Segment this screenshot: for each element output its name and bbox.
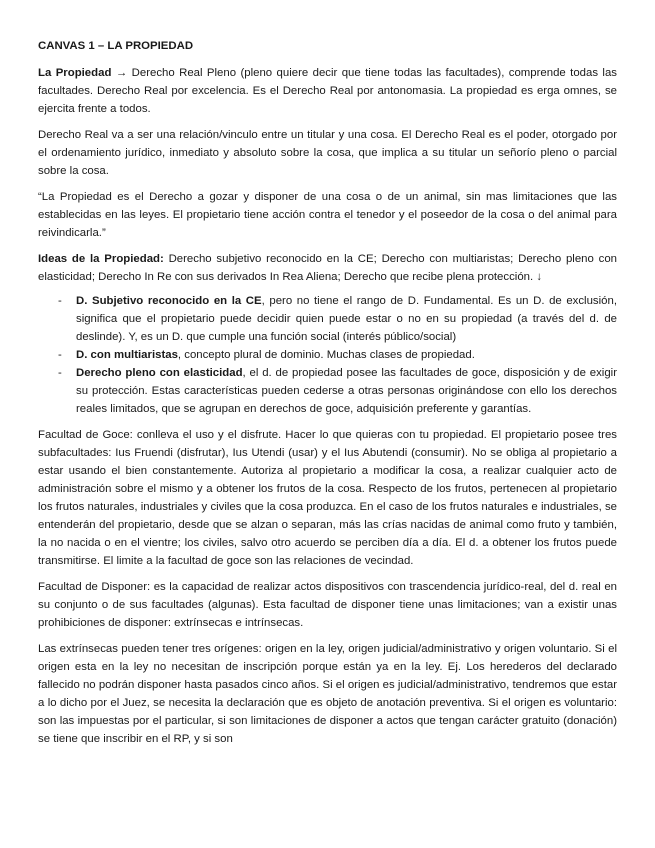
list-item [58, 364, 617, 418]
list-item-text: , el d. de propiedad posee las facultades de goce, disposición y de exigir su protección. Estas características pueden cederse a otras personas originándose con ello los derechos reales limitados, que se agrupan en derechos de goce, adquisición preferente y garantías. [76, 367, 617, 415]
ideas-list [38, 292, 617, 418]
list-item [58, 292, 617, 346]
list-item [58, 346, 617, 364]
intro-text: Derecho Real Pleno (pleno quiere decir que tiene todas las facultades), comprende todas las facultades. Derecho Real por excelencia. Es el Derecho Real por antonomasia. La propiedad es erga omnes, se ejercita frente a todos. [38, 67, 617, 115]
list-item-term: Derecho pleno con elasticidad [76, 367, 243, 379]
bullet-dash: - [58, 367, 62, 379]
list-item-term: D. con multiaristas [76, 349, 178, 361]
arrow-right-icon: → [115, 67, 128, 79]
list-item-text: , pero no tiene el rango de D. Fundamental. Es un D. de exclusión, significa que el propietario puede decidir quien puede estar o no en su propiedad (a través del d. de deslinde). Y, es un D. que cumple una función social (interés público/social) [76, 295, 617, 343]
list-item-text: , concepto plural de dominio. Muchas clases de propiedad. [177, 349, 475, 361]
bullet-dash: - [58, 295, 62, 307]
facultad-goce-paragraph: Facultad de Goce: conlleva el uso y el disfrute. Hacer lo que quieras con tu propiedad. El propietario posee tres subfacultades: Ius Fruendi (disfrutar), Ius Utendi (usar) y el Ius Abutendi (consumir). No se obliga al propietario a estar usando el bien constantemente. Autoriza al propietario a modificar la cosa, a realizar cualquier acto de administración sobre el mismo y a obtener los frutos de la cosa. Respecto de los frutos, pertenecen al propietario los frutos naturales, industriales y civiles que la cosa produzca. En el caso de los frutos naturales e industriales, se entenderán del propietario, desde que se alzan o separan, más las crías nacidas de animal como fruto y también, la no nacida o en el vientre; los civiles, salvo otro acuerdo se perciben día a día. El d. a obtener los frutos puede transmitirse. El limite a la facultad de goce son las relaciones de vecindad. [38, 429, 617, 567]
definition-quote: “La Propiedad es el Derecho a gozar y disponer de una cosa o de un animal, sin mas limitaciones que las establecidas en las leyes. El propietario tiene acción contra el tenedor y el poseedor de la cosa o del animal para reivindicarla.” [38, 191, 617, 239]
ideas-text: Derecho subjetivo reconocido en la CE; Derecho con multiaristas; Derecho pleno con elasticidad; Derecho In Re con sus derivados In Rea Aliena; Derecho que recibe plena protección. [38, 253, 617, 283]
ideas-paragraph [38, 250, 617, 286]
list-item-term: D. Subjetivo reconocido en la CE [76, 295, 262, 307]
facultad-disponer-paragraph: Facultad de Disponer: es la capacidad de realizar actos dispositivos con trascendencia jurídico-real, del d. real en su conjunto o de sus facultades (algunas). Esta facultad de disponer tiene unas limitaciones; van a existir unas prohibiciones de disponer: extrínsecas e intrínsecas. [38, 581, 617, 629]
arrow-down-icon: ↓ [536, 271, 543, 283]
document-title: CANVAS 1 – LA PROPIEDAD [38, 40, 194, 52]
ideas-label: Ideas de la Propiedad: [38, 253, 164, 265]
bullet-dash: - [58, 349, 62, 361]
intro-paragraph [38, 64, 617, 118]
extrinsecas-paragraph: Las extrínsecas pueden tener tres orígenes: origen en la ley, origen judicial/administrativo y origen voluntario. Si el origen esta en la ley no necesitan de inscripción porque están ya en la ley. Ej. Los herederos del declarado fallecido no podrán disponer hasta pasados cinco años. Si el origen es judicial/administrativo, tendremos que estar a lo dicho por el Juez, se necesita la declaración que es objeto de anotación preventiva. Si el origen es voluntario: son las impuestas por el particular, si son limitaciones de disponer a actos que tengan carácter gratuito (donación) se tiene que inscribir en el RP, y si son [38, 643, 617, 745]
intro-term: La Propiedad [38, 67, 112, 79]
derecho-real-paragraph: Derecho Real va a ser una relación/vinculo entre un titular y una cosa. El Derecho Real es el poder, otorgado por el ordenamiento jurídico, inmediato y absoluto sobre la cosa, que implica a su titular un señorío pleno o parcial sobre la cosa. [38, 129, 617, 177]
